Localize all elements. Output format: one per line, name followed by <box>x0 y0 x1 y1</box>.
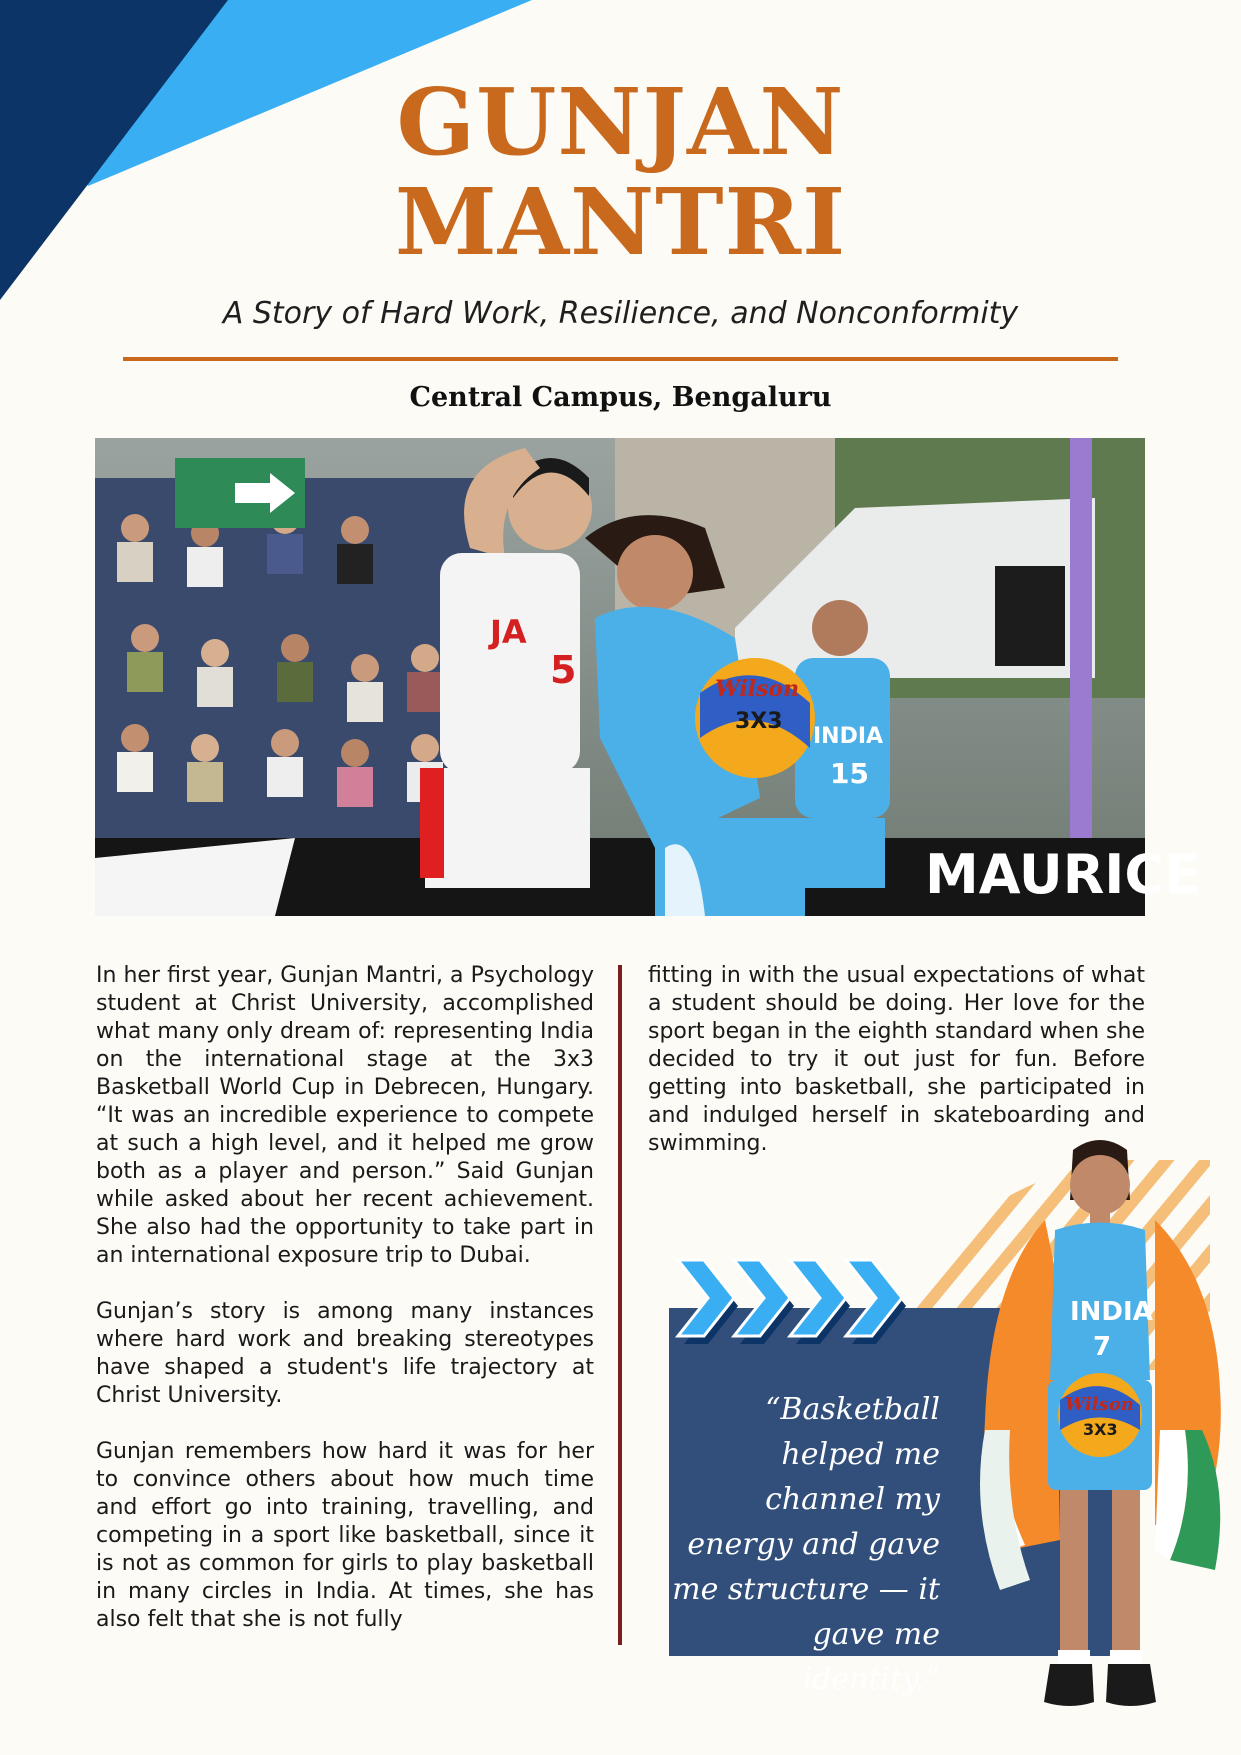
japan-jersey-text: JA <box>490 613 527 651</box>
portrait-shoe-left <box>1044 1664 1094 1706</box>
light-truss <box>1070 438 1092 858</box>
portrait-shoe-right <box>1106 1664 1156 1706</box>
portrait-face <box>1070 1155 1130 1215</box>
portrait-leg-left <box>1060 1490 1088 1665</box>
japan-jersey-number: 5 <box>550 648 577 692</box>
title-rule <box>123 357 1118 361</box>
portrait-ball-logo: 3X3 <box>1083 1420 1118 1439</box>
article-column-left <box>96 962 594 1662</box>
ball-brand-text: Wilson <box>715 676 800 702</box>
chevron-right-icon <box>790 1260 850 1344</box>
article-paragraph: fitting in with the usual expectations of what a student should be doing. Her love for the sport began in the eighth standard when she decided to try it out just for fun. Before getting into basketball, she participated in and indulged herself in skateboarding and swimming. <box>648 963 1145 1156</box>
location: Central Campus, Bengaluru <box>409 382 832 413</box>
court-sign-text: MAURICE <box>925 843 1201 906</box>
column-divider <box>618 965 622 1645</box>
action-photo-illustration <box>95 438 1201 916</box>
back-player-jersey-text: INDIA <box>813 724 884 749</box>
portrait-illustration <box>970 1130 1240 1715</box>
chevron-right-icon <box>846 1260 906 1344</box>
action-photo <box>95 438 1201 916</box>
speaker <box>995 566 1065 666</box>
back-player-jersey-number: 15 <box>830 757 869 790</box>
ball-logo-text: 3X3 <box>735 709 783 734</box>
article-paragraph: In her first year, Gunjan Mantri, a Psychology student at Christ University, accomplished what many only dream of: representing India on the international stage at the 3x3 Basketball World Cup in Debrecen, Hungary. “It was an incredible experience to compete at such a high level, and it helped me grow both as a player and person.” Said Gunjan while asked about her recent achievement. She also had the opportunity to take part in an international exposure trip to Dubai. <box>96 963 594 1268</box>
article-paragraph: Gunjan’s story is among many instances where hard work and breaking stereotypes have shaped a student's life trajectory at Christ University. <box>96 1299 594 1408</box>
title-line-1: GUNJAN <box>396 68 845 176</box>
basketball <box>695 658 815 778</box>
chevron-right-icon <box>678 1260 738 1344</box>
portrait-leg-right <box>1112 1490 1140 1665</box>
chevron-right-icon <box>734 1260 794 1344</box>
portrait-ball-brand: Wilson <box>1065 1394 1134 1415</box>
article-paragraph: Gunjan remembers how hard it was for her to convince others about how much time and effort go into training, travelling, and competing in a sport like basketball, since it is not as common for girls to play basketball in many circles in India. At times, she has also felt that she is not fully <box>96 1439 594 1632</box>
pull-quote: “Basketball helped me channel my energy and gave me structure — it gave me identity.” <box>672 1392 940 1697</box>
portrait-jersey-text: INDIA <box>1070 1297 1153 1327</box>
subtitle: A Story of Hard Work, Resilience, and Nonconformity <box>222 296 1019 331</box>
chevrons-decoration <box>678 1256 928 1346</box>
title-line-2: MANTRI <box>394 168 847 276</box>
portrait-jersey-number: 7 <box>1093 1332 1112 1362</box>
